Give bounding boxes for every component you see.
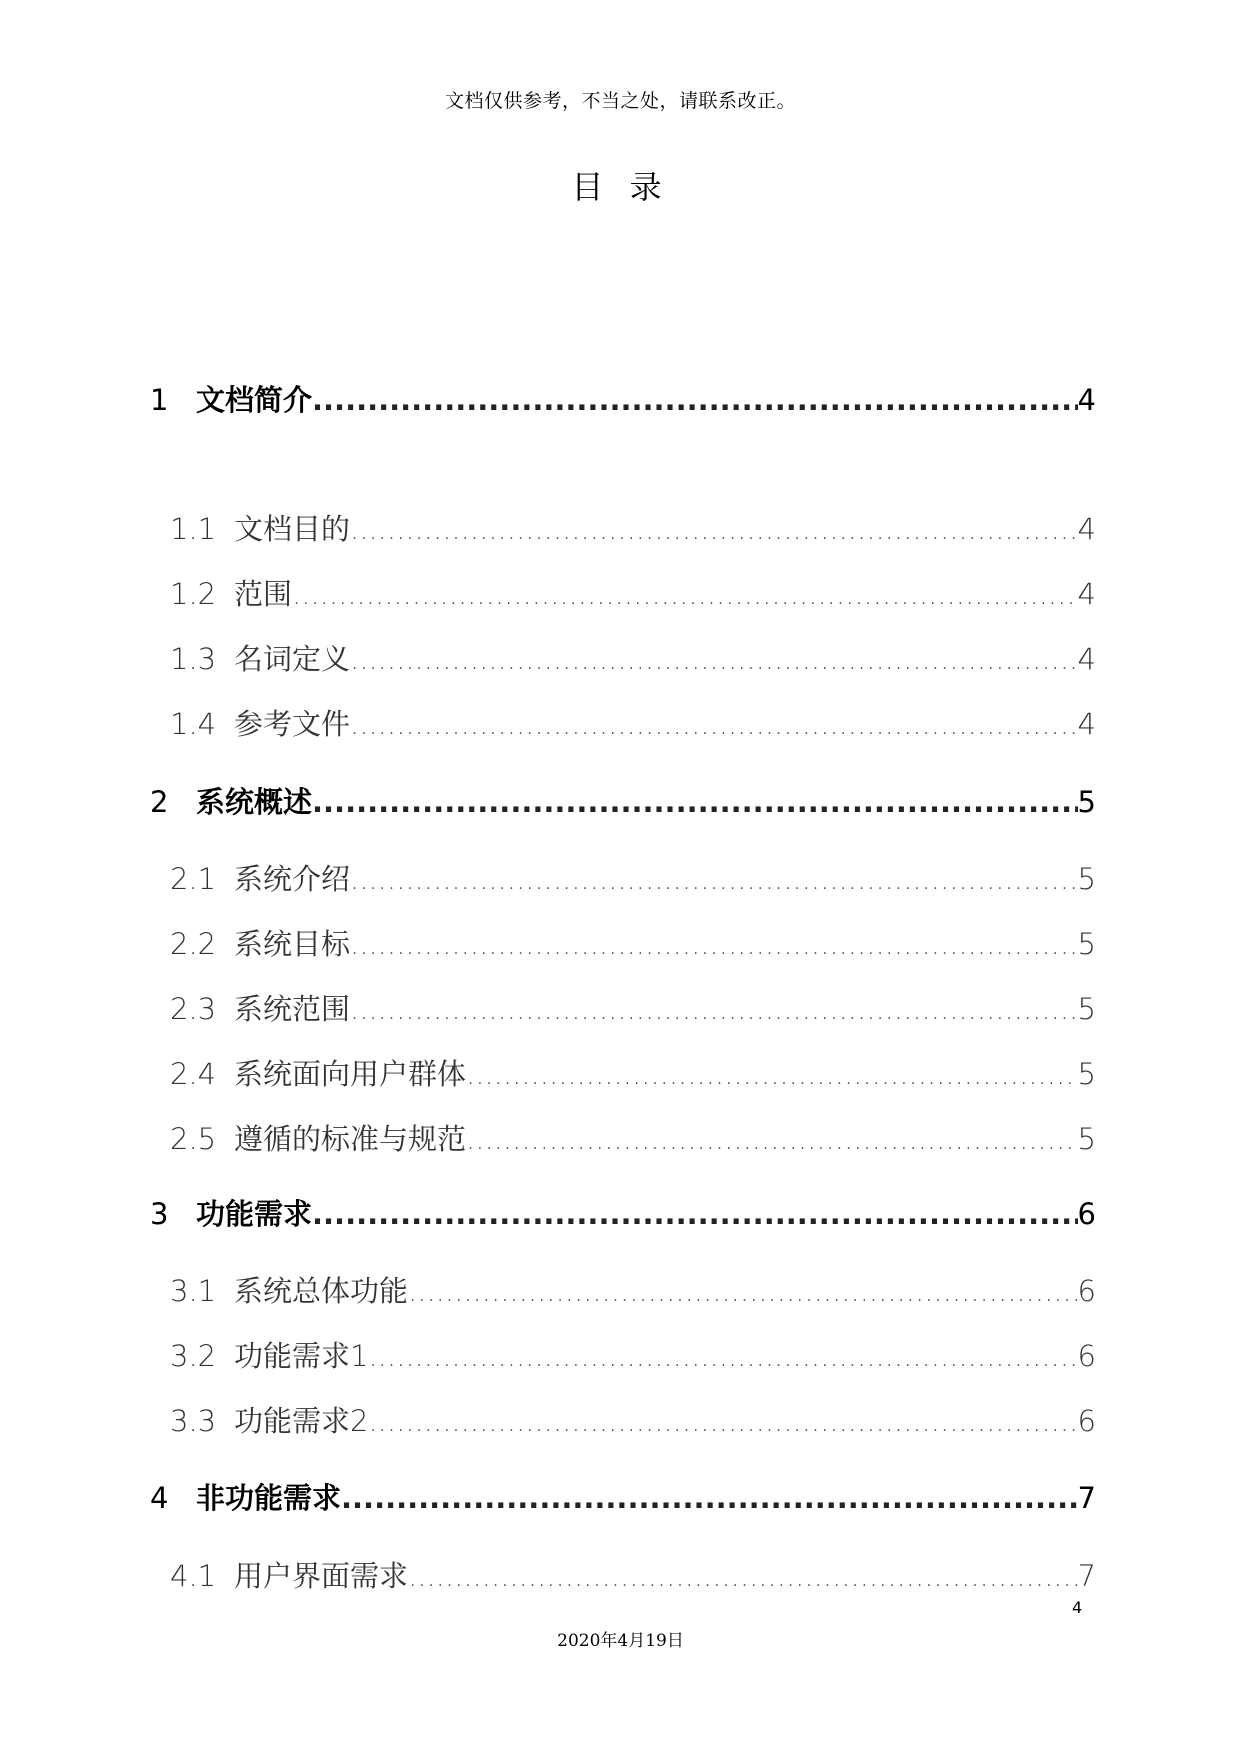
dot-leader	[466, 1122, 1078, 1156]
toc-entry-2-5[interactable]	[170, 1117, 1096, 1161]
toc-entry-page: 5	[1077, 1122, 1096, 1156]
toc-entry-label: 功能需求1	[234, 1339, 369, 1373]
dot-leader	[292, 577, 1078, 611]
dot-leader	[466, 1057, 1078, 1091]
toc-entry-label: 系统目标	[234, 927, 351, 961]
toc-entry-page: 6	[1077, 1197, 1096, 1231]
toc-entry-3-1[interactable]	[170, 1269, 1096, 1313]
toc-entry-page: 5	[1077, 1057, 1096, 1091]
toc-entry-1-4[interactable]	[170, 702, 1096, 746]
toc-entry-label: 功能需求	[196, 1197, 313, 1231]
toc-entry-label: 系统概述	[196, 785, 313, 819]
dot-leader	[312, 785, 1078, 819]
toc-entry-page: 7	[1077, 1559, 1096, 1593]
toc-entry-page: 4	[1077, 577, 1096, 611]
dot-leader	[341, 1481, 1078, 1515]
toc-entry-label: 用户界面需求	[234, 1559, 409, 1593]
toc-title: 目 录	[571, 168, 670, 206]
toc-entry-page: 5	[1077, 927, 1096, 961]
toc-entry-page: 4	[1077, 512, 1096, 546]
dot-leader	[368, 1339, 1077, 1373]
dot-leader	[312, 1197, 1078, 1231]
toc-entry-1[interactable]	[150, 378, 1096, 422]
toc-entry-1-1[interactable]	[170, 507, 1096, 551]
toc-entry-label: 文档简介	[196, 383, 313, 417]
dot-leader	[350, 707, 1078, 741]
header-note: 文档仅供参考，不当之处，请联系改正。	[444, 90, 796, 112]
dot-leader	[350, 992, 1078, 1026]
toc-entry-page: 4	[1077, 642, 1096, 676]
page-number: 4	[1072, 1598, 1083, 1617]
toc-entry-number: 1.1	[170, 512, 217, 546]
toc-entry-4[interactable]	[150, 1476, 1096, 1520]
toc-entry-label: 非功能需求	[196, 1481, 342, 1515]
toc-entry-number: 4.1	[170, 1559, 217, 1593]
toc-entry-4-1[interactable]	[170, 1554, 1096, 1598]
toc-entry-label: 范围	[234, 577, 293, 611]
dot-leader	[408, 1274, 1078, 1308]
dot-leader	[350, 512, 1078, 546]
toc-entry-number: 1	[150, 383, 169, 417]
toc-entry-number: 2	[150, 785, 169, 819]
toc-entry-label: 遵循的标准与规范	[234, 1122, 467, 1156]
toc-entry-page: 7	[1077, 1481, 1096, 1515]
toc-entry-3-2[interactable]	[170, 1334, 1096, 1378]
toc-entry-2-4[interactable]	[170, 1052, 1096, 1096]
toc-entry-label: 文档目的	[234, 512, 351, 546]
toc-entry-label: 系统范围	[234, 992, 351, 1026]
dot-leader	[350, 642, 1078, 676]
toc-entry-number: 2.5	[170, 1122, 217, 1156]
toc-entry-number: 2.2	[170, 927, 217, 961]
toc-entry-2-3[interactable]	[170, 987, 1096, 1031]
dot-leader	[350, 927, 1078, 961]
toc-entry-number: 2.3	[170, 992, 217, 1026]
toc-entry-page: 5	[1077, 785, 1096, 819]
toc-entry-page: 5	[1077, 992, 1096, 1026]
toc-entry-2-2[interactable]	[170, 922, 1096, 966]
toc-entry-label: 系统总体功能	[234, 1274, 409, 1308]
footer-date: 2020年4月19日	[557, 1631, 684, 1651]
toc-entry-2-1[interactable]	[170, 857, 1096, 901]
toc-entry-page: 6	[1077, 1274, 1096, 1308]
toc-entry-number: 4	[150, 1481, 169, 1515]
toc-entry-label: 系统面向用户群体	[234, 1057, 467, 1091]
toc-entry-3[interactable]	[150, 1192, 1096, 1236]
toc-entry-label: 名词定义	[234, 642, 351, 676]
toc-entry-page: 4	[1077, 383, 1096, 417]
toc-entry-1-2[interactable]	[170, 572, 1096, 616]
toc-entry-page: 6	[1077, 1404, 1096, 1438]
toc-entry-label: 参考文件	[234, 707, 351, 741]
dot-leader	[408, 1559, 1078, 1593]
toc-entry-3-3[interactable]	[170, 1399, 1096, 1443]
toc-entry-page: 4	[1077, 707, 1096, 741]
toc-entry-number: 3.2	[170, 1339, 217, 1373]
toc-entry-number: 1.3	[170, 642, 217, 676]
toc-entry-2[interactable]	[150, 780, 1096, 824]
toc-entry-1-3[interactable]	[170, 637, 1096, 681]
toc-entry-label: 系统介绍	[234, 862, 351, 896]
toc-entry-number: 2.4	[170, 1057, 217, 1091]
dot-leader	[312, 383, 1078, 417]
dot-leader	[368, 1404, 1077, 1438]
toc-entry-number: 3	[150, 1197, 169, 1231]
toc-entry-label: 功能需求2	[234, 1404, 369, 1438]
dot-leader	[350, 862, 1078, 896]
toc-entry-page: 6	[1077, 1339, 1096, 1373]
toc-entry-number: 1.4	[170, 707, 217, 741]
toc-entry-number: 1.2	[170, 577, 217, 611]
toc-entry-page: 5	[1077, 862, 1096, 896]
toc-entry-number: 2.1	[170, 862, 217, 896]
toc-entry-number: 3.1	[170, 1274, 217, 1308]
toc-entry-number: 3.3	[170, 1404, 217, 1438]
